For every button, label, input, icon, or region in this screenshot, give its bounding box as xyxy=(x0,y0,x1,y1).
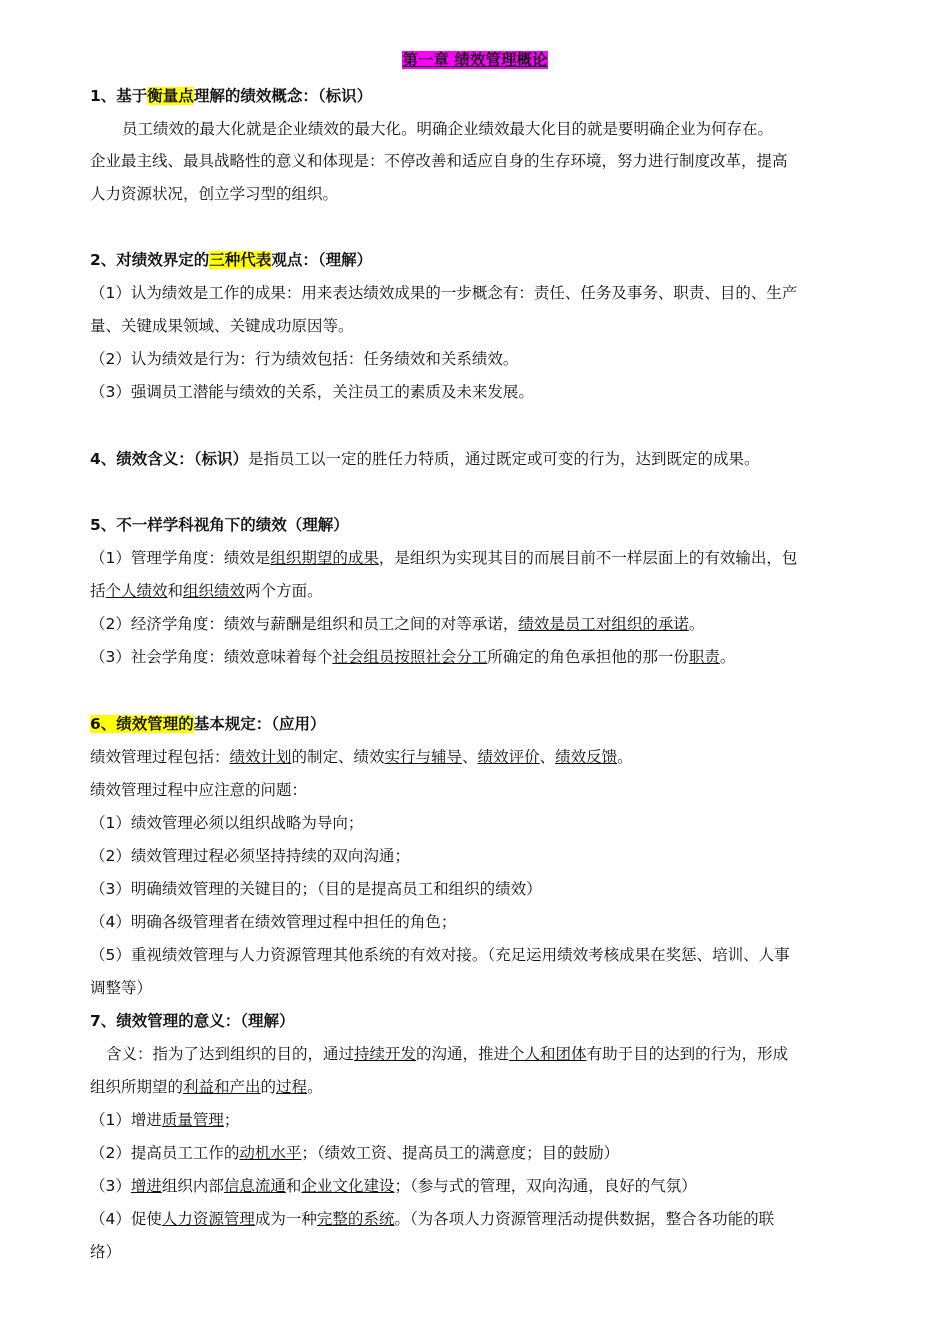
s7-l1-c: 有助于目的达到的行为，形成 xyxy=(586,1045,789,1063)
s6-item-5: （5）重视绩效管理与人力资源管理其他系统的有效对接。（充足运用绩效考核成果在奖惩、培训、人事 xyxy=(90,946,790,964)
s7-item-4 xyxy=(90,1209,774,1229)
s6-l1-u4: 绩效反馈 xyxy=(555,748,618,766)
s7-item-1 xyxy=(90,1110,239,1130)
s5-l3-u: 绩效是员工对组织的承诺 xyxy=(518,615,689,633)
s7-item-4-cont: 络） xyxy=(90,1243,122,1261)
s7-l4-u: 动机水平 xyxy=(239,1144,302,1162)
s5-l2-b: 和 xyxy=(167,582,184,600)
s7-l2-u2: 过程 xyxy=(276,1078,308,1096)
s6-l1-u2: 实行与辅导 xyxy=(384,748,463,766)
s2-item-1-cont: 量、关键成果领域、关键成功原因等。 xyxy=(90,317,354,335)
s7-l3-b: ； xyxy=(223,1111,240,1129)
s5-item-1 xyxy=(90,548,797,568)
section-1-heading xyxy=(90,86,372,106)
s7-l2-b: 的 xyxy=(260,1078,277,1096)
s7-l5-d: ；（参与式的管理，双向沟通，良好的气氛） xyxy=(394,1177,697,1195)
s7-l2-c: 。 xyxy=(307,1078,323,1096)
s2-item-2: （2）认为绩效是行为：行为绩效包括：任务绩效和关系绩效。 xyxy=(90,350,519,368)
section-4 xyxy=(90,449,760,469)
s7-l4-a: （2）提高员工工作的 xyxy=(90,1144,240,1162)
s7-l2-u1: 利益和产出 xyxy=(183,1078,261,1096)
s1-paragraph-1: 员工绩效的最大化就是企业绩效的最大化。明确企业绩效最大化目的就是要明确企业为何存在。 xyxy=(122,120,774,138)
s5-l2-u2: 组织绩效 xyxy=(183,582,246,600)
s1-head-a: 1、基于 xyxy=(90,87,148,105)
s7-l6-c: 。（为各项人力资源管理活动提供数据，整合各功能的联 xyxy=(394,1210,775,1228)
s2-item-3: （3）强调员工潜能与绩效的关系，关注员工的素质及未来发展。 xyxy=(90,383,534,401)
s6-process-line xyxy=(90,747,633,767)
s6-l1-b: 的制定、绩效 xyxy=(291,748,385,766)
s1-head-b: 理解的绩效概念：（标识） xyxy=(193,87,373,105)
s6-item-4: （4）明确各级管理者在绩效管理过程中担任的角色； xyxy=(90,913,457,931)
s6-l1-a: 绩效管理过程包括： xyxy=(90,748,230,766)
s5-l3-a: （2）经济学角度：绩效与薪酬是组织和员工之间的对等承诺， xyxy=(90,615,519,633)
s5-l4-c: 。 xyxy=(719,648,736,666)
s6-item-2: （2）绩效管理过程必须坚持持续的双向沟通； xyxy=(90,847,410,865)
s1-paragraph-2: 企业最主线、最具战略性的意义和体现是：不停改善和适应自身的生存环境，努力进行制度改革，提高 xyxy=(90,152,788,170)
s2-head-a: 2、对绩效界定的 xyxy=(90,251,210,269)
s7-definition-cont xyxy=(90,1077,323,1097)
s6-item-1: （1）绩效管理必须以组织战略为导向； xyxy=(90,814,364,832)
s7-l5-u1: 增进 xyxy=(130,1177,162,1195)
s5-l2-c: 两个方面。 xyxy=(245,582,323,600)
s5-l1-a: （1）管理学角度：绩效是 xyxy=(90,549,271,567)
s2-item-1: （1）认为绩效是工作的成果：用来表达绩效成果的一步概念有：责任、任务及事务、职责、目的、生产 xyxy=(90,284,798,302)
s7-l4-b: ；（绩效工资、提高员工的满意度；目的鼓励） xyxy=(301,1144,620,1162)
s7-definition xyxy=(90,1044,788,1064)
s5-l1-b: ，是组织为实现其目的而展目前不一样层面上的有效输出，包 xyxy=(378,549,798,567)
s5-l3-b: 。 xyxy=(688,615,705,633)
s6-l1-d: 、 xyxy=(539,748,556,766)
s7-l3-u: 质量管理 xyxy=(161,1111,224,1129)
s7-l5-a: （3） xyxy=(90,1177,131,1195)
s5-l4-b: 所确定的角色承担他的那一份 xyxy=(487,648,689,666)
s7-l6-u1: 人力资源管理 xyxy=(161,1210,255,1228)
s7-l5-c: 和 xyxy=(285,1177,302,1195)
s7-l2-a: 组织所期望的 xyxy=(90,1078,184,1096)
s6-issues-intro: 绩效管理过程中应注意的问题： xyxy=(90,781,308,799)
s7-l1-b: 的沟通，推进 xyxy=(416,1045,510,1063)
s6-item-3: （3）明确绩效管理的关键目的；（目的是提高员工和组织的绩效） xyxy=(90,880,542,898)
s5-l2-a: 括 xyxy=(90,582,106,600)
s7-l1-u2: 个人和团体 xyxy=(509,1045,587,1063)
s7-l6-a: （4）促使 xyxy=(90,1210,162,1228)
s5-l4-u1: 社会组员按照社会分工 xyxy=(332,648,488,666)
s6-l1-e: 。 xyxy=(617,748,633,766)
s7-l6-u2: 完整的系统 xyxy=(316,1210,395,1228)
s7-l5-u3: 企业文化建设 xyxy=(301,1177,395,1195)
s7-l6-b: 成为一种 xyxy=(254,1210,317,1228)
s6-head-b: 基本规定：（应用） xyxy=(193,715,326,733)
s6-item-5-cont: 调整等） xyxy=(90,979,153,997)
s6-l1-u3: 绩效评价 xyxy=(477,748,540,766)
s7-l5-b: 组织内部 xyxy=(161,1177,224,1195)
chapter-title: 第一章 绩效管理概论 xyxy=(402,51,548,69)
section-6-heading xyxy=(90,714,326,734)
s7-l1-a: 含义：指为了达到组织的目的，通过 xyxy=(106,1045,355,1063)
s2-head-b: 观点：（理解） xyxy=(271,251,373,269)
chapter-title-wrap xyxy=(90,46,860,74)
s6-l1-u1: 绩效计划 xyxy=(229,748,292,766)
s2-head-highlight: 三种代表 xyxy=(209,251,272,269)
s1-paragraph-3: 人力资源状况，创立学习型的组织。 xyxy=(90,185,339,203)
s7-item-2 xyxy=(90,1143,619,1163)
s5-item-2 xyxy=(90,614,704,634)
s7-item-3 xyxy=(90,1176,697,1196)
s5-l1-u: 组织期望的成果 xyxy=(270,549,379,567)
s7-l5-u2: 信息流通 xyxy=(223,1177,286,1195)
s5-item-3 xyxy=(90,647,735,667)
s5-l4-u2: 职责 xyxy=(688,648,720,666)
section-5-heading: 5、不一样学科视角下的绩效（理解） xyxy=(90,516,349,534)
section-7-heading: 7、绩效管理的意义：（理解） xyxy=(90,1012,295,1030)
s7-l1-u1: 持续开发 xyxy=(354,1045,417,1063)
section-2-heading xyxy=(90,250,372,270)
s7-l3-a: （1）增进 xyxy=(90,1111,162,1129)
s5-l4-a: （3）社会学角度：绩效意味着每个 xyxy=(90,648,333,666)
s4-text: 是指员工以一定的胜任力特质，通过既定或可变的行为，达到既定的成果。 xyxy=(248,450,760,468)
s5-l2-u1: 个人绩效 xyxy=(105,582,168,600)
s4-heading: 4、绩效含义：（标识） xyxy=(90,450,249,468)
s1-head-highlight: 衡量点 xyxy=(147,87,194,105)
s6-head-highlight: 6、绩效管理的 xyxy=(90,715,194,733)
s6-l1-c: 、 xyxy=(462,748,478,766)
s5-item-1-cont xyxy=(90,581,323,601)
